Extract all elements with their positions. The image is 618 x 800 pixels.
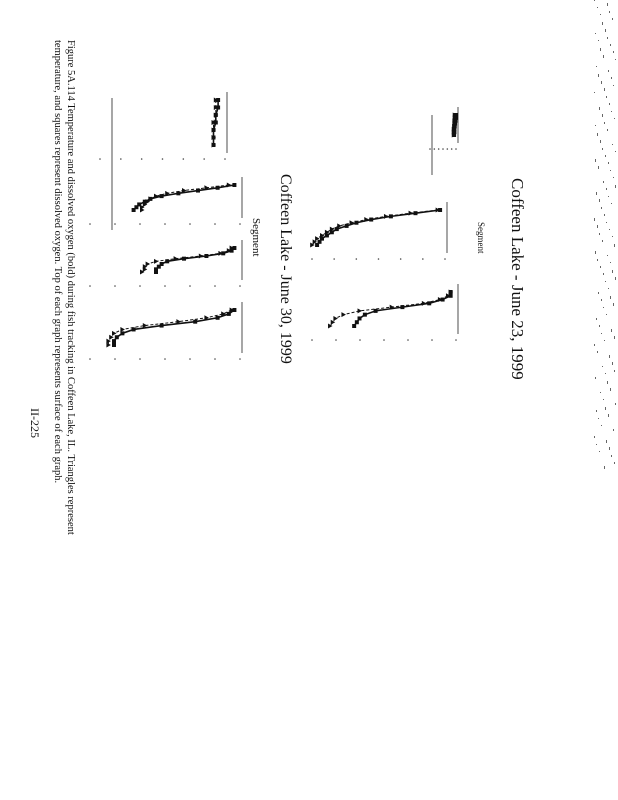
scan-speck: [594, 92, 595, 93]
chart1-panel0-tick-1: [120, 158, 122, 160]
chart1-panel3-series0-point-2: [216, 316, 220, 320]
chart1-panel2-series1-point-3: [199, 254, 204, 259]
scan-speck: [611, 77, 612, 79]
scan-speck: [594, 218, 595, 221]
chart0-panel2-series0-point-9: [352, 324, 356, 328]
chart1-panel3-tick-6: [239, 358, 241, 360]
scan-speck: [614, 336, 615, 339]
chart1-panel3-series0-point-6: [120, 331, 124, 335]
scan-speck: [598, 166, 599, 169]
scan-speck: [598, 292, 599, 294]
chart0-panel2-tick-6: [455, 339, 457, 341]
scan-speck: [606, 314, 607, 315]
chart1-panel3-series1-point-6: [112, 331, 117, 336]
scan-speck: [604, 340, 605, 341]
scan-speck: [614, 370, 615, 372]
chart0-panel0-tick-4: [447, 148, 449, 150]
chart1-panel3-series0-point-7: [115, 335, 119, 339]
scan-edge-noise: [590, 0, 618, 480]
scan-speck: [615, 185, 616, 188]
chart0-panel1-tick-6: [444, 258, 446, 260]
scan-speck: [603, 273, 604, 275]
chart1-panel1-tick-4: [189, 223, 191, 225]
scan-speck: [609, 103, 610, 105]
scan-speck: [595, 251, 596, 254]
scan-speck: [604, 214, 605, 216]
chart0-panel2-tick-4: [407, 339, 409, 341]
chart0-panel0-tick-2: [438, 148, 440, 150]
lower-segment-label: Segment: [250, 218, 262, 257]
scan-speck: [612, 362, 613, 365]
upper-segment-label: Segment: [476, 222, 486, 254]
scan-speck: [597, 133, 598, 136]
chart1-panel3-tick-1: [114, 358, 116, 360]
chart1-panel0-tick-5: [203, 158, 205, 160]
chart0-panel1-tick-4: [400, 258, 402, 260]
scan-speck: [595, 125, 596, 126]
scan-speck: [599, 325, 600, 327]
scan-speck: [614, 462, 615, 464]
scan-speck: [608, 162, 609, 164]
scan-speck: [596, 192, 597, 195]
chart1-panel1-series1-point-0: [227, 183, 232, 188]
chart1-panel0-tick-6: [224, 158, 226, 160]
chart0-panel0-tick-5: [451, 148, 453, 150]
chart1-panel3-tick-3: [164, 358, 166, 360]
scan-speck: [605, 155, 606, 157]
scan-speck: [596, 318, 597, 320]
chart0-panel2-series0-point-6: [363, 313, 367, 317]
scan-speck: [609, 447, 610, 450]
scan-speck: [603, 55, 604, 58]
scan-speck: [602, 114, 603, 117]
scan-speck: [600, 140, 601, 143]
chart0-panel2-series1-point-3: [422, 301, 427, 306]
chart1-panel3-series0-point-3: [193, 320, 197, 324]
chart0-panel1-series0-point-2: [389, 214, 393, 218]
chart1-panel3-tick-0: [89, 358, 91, 360]
chart0-panel2-series1-point-7: [333, 316, 338, 321]
scan-speck: [611, 203, 612, 204]
scan-speck: [597, 259, 598, 261]
chart0-panel2-series0-point-8: [355, 320, 359, 324]
scan-speck: [604, 88, 605, 91]
scan-speck: [602, 22, 603, 25]
scan-speck: [600, 266, 601, 268]
scan-speck: [614, 118, 615, 119]
scan-speck: [607, 255, 608, 256]
scan-speck: [604, 122, 605, 124]
scan-speck: [596, 444, 597, 445]
chart1-panel3-series1-line: [108, 310, 231, 345]
chart1-panel3-series0-point-1: [227, 312, 231, 316]
chart1-panel1-tick-1: [114, 223, 116, 225]
scan-speck: [598, 40, 599, 41]
scan-speck: [595, 377, 596, 379]
chart1-panel1-series0-point-0: [232, 183, 236, 187]
chart1-panel1-tick-5: [214, 223, 216, 225]
chart0-panel2-series1-point-6: [341, 312, 346, 317]
scan-speck: [608, 196, 609, 197]
chart1-panel2-series1-point-5: [154, 259, 159, 264]
upper-chart-title: Coffeen Lake - June 23, 1999: [508, 178, 527, 380]
chart0-panel1-tick-3: [378, 258, 380, 260]
scan-speck: [609, 11, 610, 13]
scan-speck: [613, 177, 614, 178]
scan-speck: [594, 436, 595, 438]
chart0-panel1-tick-1: [333, 258, 335, 260]
chart1-panel2-tick-2: [139, 285, 141, 287]
scan-speck: [603, 307, 604, 308]
chart0-panel0-tick-6: [455, 148, 457, 150]
scan-speck: [594, 344, 595, 346]
scan-speck: [599, 199, 600, 202]
scan-speck: [605, 407, 606, 410]
scan-speck: [611, 329, 612, 332]
scan-speck: [612, 144, 613, 145]
scan-speck: [615, 403, 616, 405]
scan-speck: [608, 288, 609, 289]
chart1-panel0-tick-3: [162, 158, 164, 160]
chart1-panel3-series1-point-5: [120, 327, 125, 332]
scan-speck: [610, 388, 611, 391]
scan-speck: [599, 233, 600, 235]
chart0-panel2-tick-0: [311, 339, 313, 341]
chart0-panel2-tick-2: [359, 339, 361, 341]
chart0-panel2-tick-5: [431, 339, 433, 341]
scan-speck: [606, 188, 607, 190]
chart1-panel0-tick-0: [99, 158, 101, 160]
chart0-panel1-series0-point-11: [315, 243, 319, 247]
chart0-panel1-series1-point-1: [409, 211, 414, 216]
scan-speck: [608, 414, 609, 417]
scan-speck: [602, 148, 603, 150]
scan-speck: [611, 111, 612, 112]
scan-speck: [615, 59, 616, 60]
chart1-panel2-series0-point-9: [154, 270, 158, 274]
scan-speck: [598, 74, 599, 77]
chart1-panel2-tick-6: [239, 285, 241, 287]
scan-speck: [606, 96, 607, 98]
scan-speck: [610, 262, 611, 263]
scan-speck: [610, 296, 611, 299]
chart0-panel2-tick-3: [383, 339, 385, 341]
chart1-panel0-tick-4: [183, 158, 185, 160]
chart1-panel2-series1-point-6: [146, 262, 151, 267]
scan-speck: [599, 107, 600, 110]
scan-speck: [598, 418, 599, 419]
chart1-panel2-tick-5: [214, 285, 216, 287]
scan-speck: [596, 410, 597, 412]
chart0-panel2-series0-point-7: [358, 316, 362, 320]
scan-speck: [607, 129, 608, 131]
chart0-panel1-series0-point-1: [413, 211, 417, 215]
scan-speck: [594, 0, 595, 1]
scan-speck: [610, 44, 611, 46]
scan-speck: [607, 37, 608, 39]
scan-speck: [610, 170, 611, 171]
chart0-panel0-tick-1: [434, 148, 436, 150]
chart1-panel2-tick-3: [164, 285, 166, 287]
scan-speck: [615, 277, 616, 280]
scan-speck: [609, 355, 610, 358]
scan-speck: [595, 33, 596, 34]
scan-speck: [597, 351, 598, 353]
chart0-panel2-tick-1: [335, 339, 337, 341]
chart1-panel3-series0-point-9: [112, 343, 116, 347]
scan-speck: [605, 281, 606, 282]
scan-speck: [600, 14, 601, 15]
scan-speck: [601, 425, 602, 426]
scan-speck: [611, 455, 612, 457]
chart0-panel1-series1-point-2: [384, 214, 389, 219]
chart1-panel2-tick-0: [89, 285, 91, 287]
scan-speck: [600, 48, 601, 51]
scan-speck: [602, 240, 603, 242]
scan-speck: [608, 70, 609, 72]
scan-speck: [597, 225, 598, 228]
chart1-panel1-series0-point-9: [132, 208, 136, 212]
chart0-panel1-tick-2: [356, 258, 358, 260]
scan-speck: [614, 244, 615, 247]
chart1-panel2-tick-1: [114, 285, 116, 287]
chart0-panel1-tick-0: [311, 258, 313, 260]
chart1-panel3-tick-5: [214, 358, 216, 360]
chart1-panel0-tick-2: [141, 158, 143, 160]
chart1-panel3-tick-2: [139, 358, 141, 360]
page-number: II-225: [28, 408, 42, 438]
chart1-panel1-tick-2: [139, 223, 141, 225]
scan-speck: [601, 81, 602, 84]
scan-speck: [612, 270, 613, 273]
scan-speck: [595, 159, 596, 162]
chart0-panel1-tick-5: [422, 258, 424, 260]
scan-speck: [599, 451, 600, 452]
lower-chart-title: Coffeen Lake - June 30, 1999: [277, 174, 294, 364]
chart1-panel3-tick-4: [189, 358, 191, 360]
scan-speck: [603, 181, 604, 183]
chart0-panel2-series1-point-5: [358, 308, 363, 313]
scan-speck: [613, 429, 614, 431]
scan-speck: [612, 236, 613, 237]
scan-speck: [615, 151, 616, 152]
chart0-panel0-tick-0: [429, 148, 431, 150]
scan-speck: [596, 66, 597, 67]
scan-speck: [613, 303, 614, 306]
scan-speck: [605, 29, 606, 32]
scan-speck: [606, 222, 607, 223]
chart1-panel1-tick-3: [164, 223, 166, 225]
scan-speck: [606, 440, 607, 443]
chart1-panel3-series0-point-4: [160, 324, 164, 328]
scan-speck: [609, 229, 610, 230]
scan-speck: [601, 333, 602, 334]
chart1-panel1-tick-0: [89, 223, 91, 225]
scan-speck: [600, 392, 601, 393]
scan-speck: [612, 18, 613, 20]
scan-speck: [605, 373, 606, 374]
scan-speck: [604, 466, 605, 469]
scan-speck: [601, 207, 602, 209]
scan-speck: [601, 299, 602, 301]
figure-caption-line-2: temperature, and squares represent dissolved oxygen. Top of each graph represents surface of each graph.: [52, 40, 63, 484]
scan-speck: [607, 381, 608, 384]
scan-speck: [613, 85, 614, 86]
chart0-panel0-tick-3: [442, 148, 444, 150]
scan-speck: [597, 7, 598, 8]
scan-speck: [602, 366, 603, 367]
scan-speck: [607, 3, 608, 6]
chart1-panel1-tick-6: [239, 223, 241, 225]
scan-speck: [613, 51, 614, 53]
scan-speck: [603, 399, 604, 400]
figure-caption-line-1: Figure 5A.114 Temperature and dissolved oxygen (bold) during fish tracking in Coffeen Lake, IL. Triangles represent: [65, 40, 76, 535]
chart1-panel2-tick-4: [189, 285, 191, 287]
chart1-panel3-series0-point-8: [112, 339, 116, 343]
